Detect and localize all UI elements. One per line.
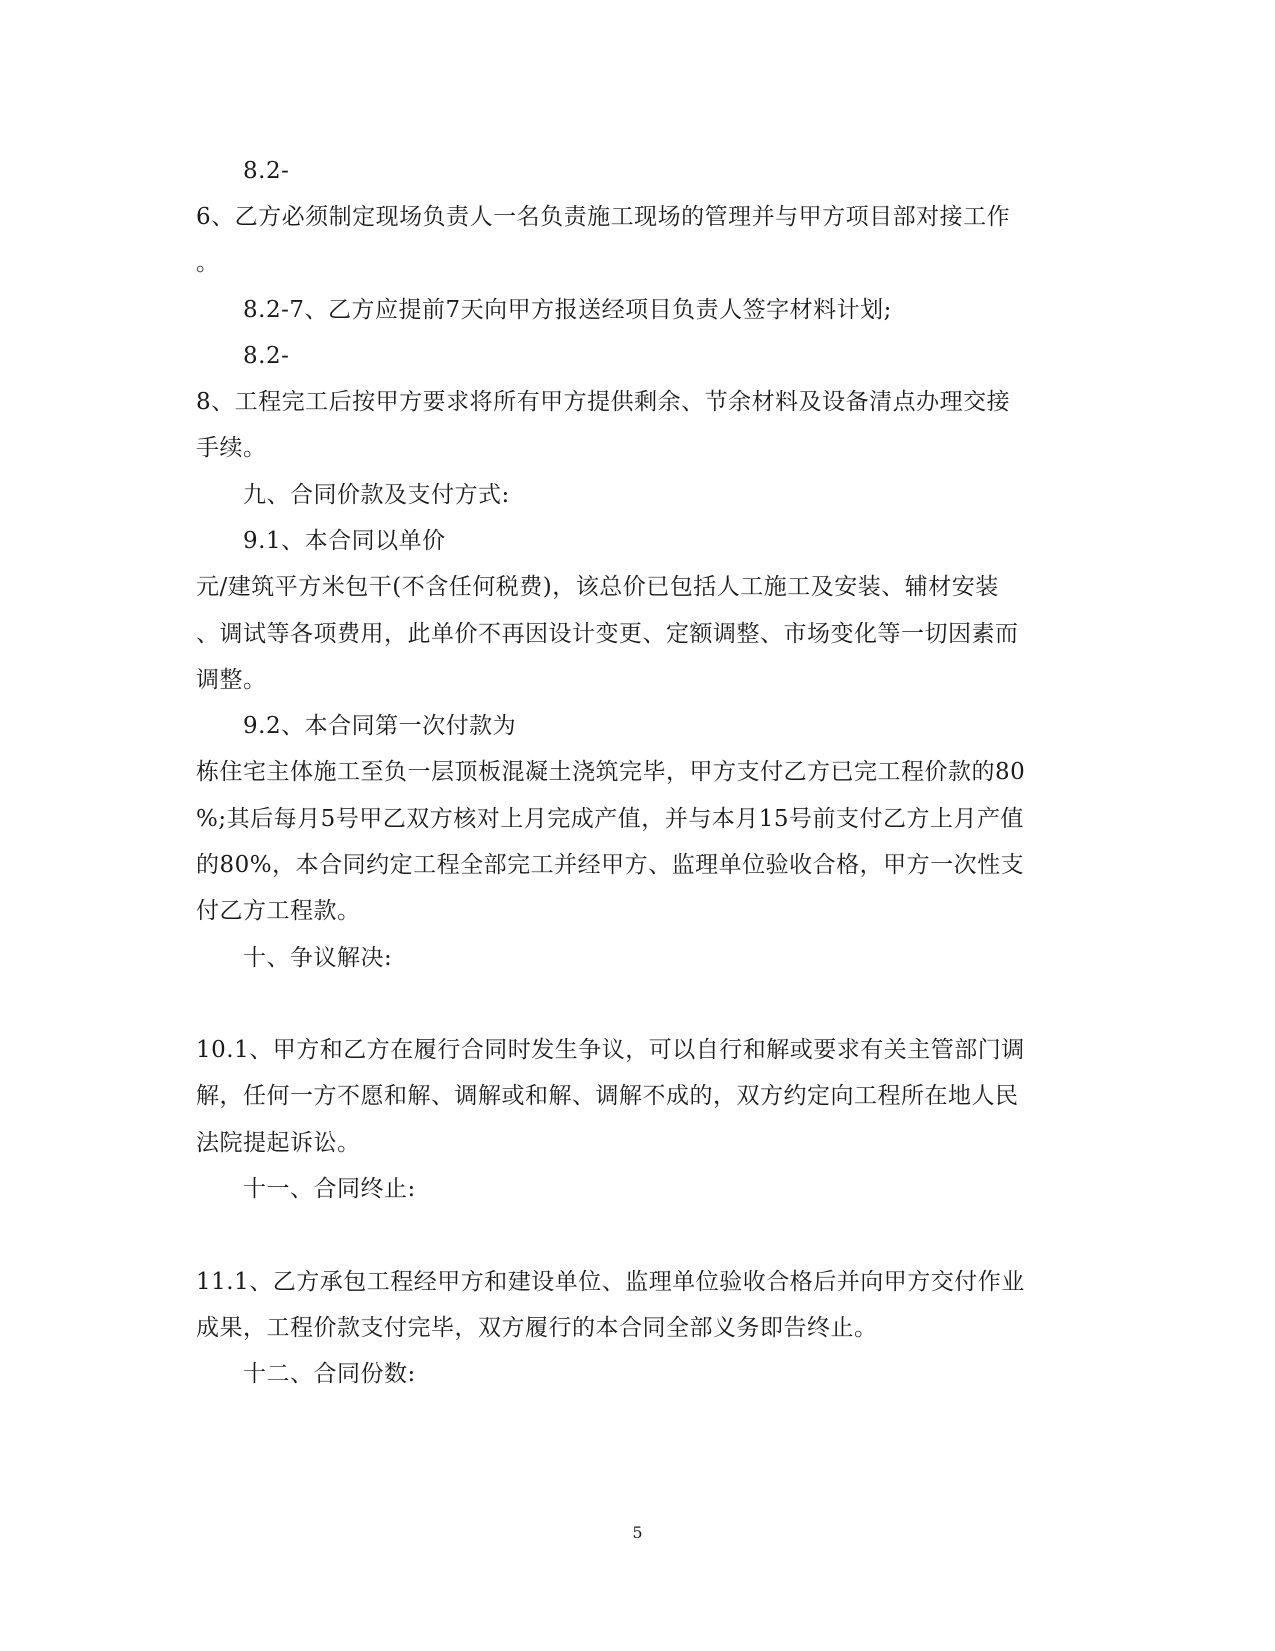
text-line: %;其后每月5号甲乙双方核对上月完成产值，并与本月15号前支付乙方上月产值 (196, 806, 1025, 832)
section-heading: 九、合同价款及支付方式: (243, 482, 510, 508)
text-line: 8.2- (243, 343, 290, 369)
section-heading: 十二、合同份数: (243, 1361, 416, 1387)
text-line: 9.2、本合同第一次付款为 (243, 713, 517, 739)
text-line: 8.2-7、乙方应提前7天向甲方报送经项目负责人签字材料计划; (243, 297, 892, 323)
text-line: 。 (196, 250, 220, 276)
text-line: 栋住宅主体施工至负一层顶板混凝土浇筑完毕，甲方支付乙方已完工程价款的80 (196, 759, 1026, 785)
text-line: 11.1、乙方承包工程经甲方和建设单位、监理单位验收合格后并向甲方交付作业 (196, 1269, 1025, 1295)
text-line: 调整。 (196, 667, 267, 693)
text-line: 法院提起诉讼。 (196, 1130, 361, 1156)
text-line: 解，任何一方不愿和解、调解或和解、调解不成的，双方约定向工程所在地人民 (196, 1083, 1019, 1109)
text-line: 付乙方工程款。 (196, 898, 361, 924)
text-line: 手续。 (196, 435, 267, 461)
text-line: 、调试等各项费用，此单价不再因设计变更、定额调整、市场变化等一切因素而 (196, 621, 1019, 647)
section-heading: 十、争议解决: (243, 945, 393, 971)
text-line: 6、乙方必须制定现场负责人一名负责施工现场的管理并与甲方项目部对接工作 (196, 204, 1011, 230)
text-line: 9.1、本合同以单价 (243, 528, 446, 554)
text-line: 的80%，本合同约定工程全部完工并经甲方、监理单位验收合格，甲方一次性支 (196, 852, 1025, 878)
section-heading: 十一、合同终止: (243, 1176, 416, 1202)
text-line: 元/建筑平方米包干(不含任何税费)，该总价已包括人工施工及安装、辅材安装 (196, 574, 999, 600)
text-line: 8.2- (243, 158, 290, 184)
text-line: 8、工程完工后按甲方要求将所有甲方提供剩余、节余材料及设备清点办理交接 (196, 389, 1011, 415)
page-number: 5 (632, 1523, 643, 1542)
text-line: 10.1、甲方和乙方在履行合同时发生争议，可以自行和解或要求有关主管部门调 (196, 1037, 1025, 1063)
text-line: 成果，工程价款支付完毕，双方履行的本合同全部义务即告终止。 (196, 1315, 878, 1341)
